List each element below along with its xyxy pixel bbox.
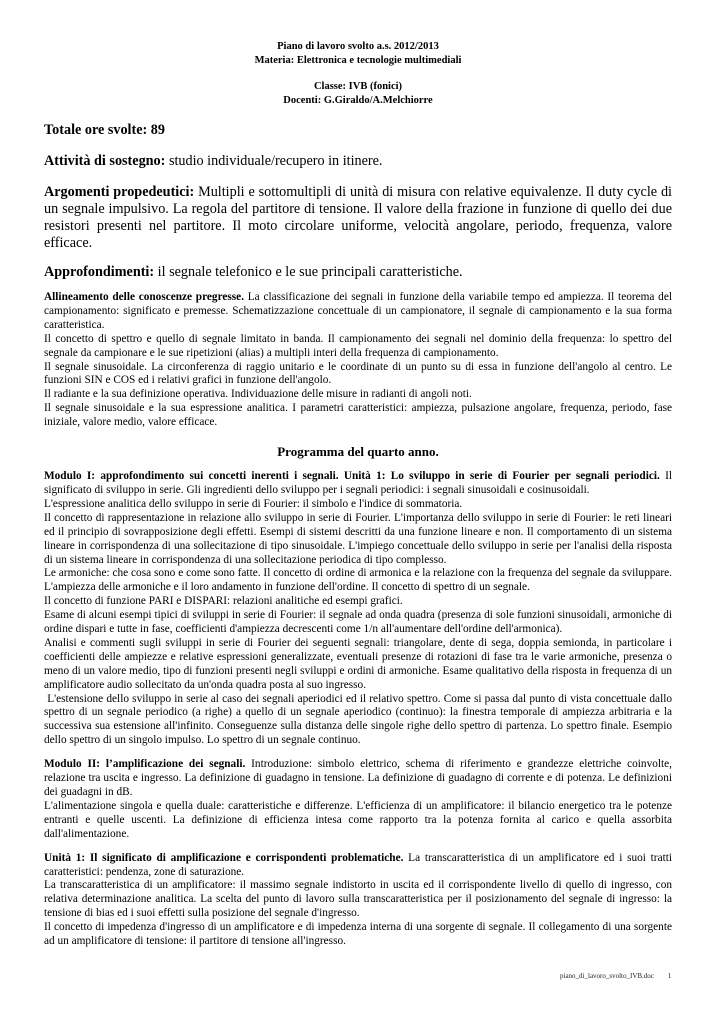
page-footer	[560, 972, 671, 980]
footer-filename: piano_di_lavoro_svolto_IVB.doc	[560, 972, 654, 980]
module1-intro: Modulo I: approfondimento sui concetti inerenti i segnali. Unità 1: Lo sviluppo in serie di Fourier per segnali periodici. Il significato di sviluppo in serie. Gli ingredienti dello sviluppo per i segnali periodici: i segnali sinusoidali e cosinusoidali.	[44, 470, 672, 496]
unit1-line: Il concetto di impedenza d'ingresso di un amplificatore e di impedenza interna di una sorgente di segnale. Il collegamento di una sorgente ad un amplificatore di tensione: il partitore di tensione all'ingresso.	[44, 921, 672, 948]
footer-page-number: 1	[667, 972, 672, 980]
unit1-intro: Unità 1: Il significato di amplificazione e corrispondenti problematiche. La transcaratteristica di un amplificatore ed i suoi tratti caratteristici: pendenza, zone di saturazione.	[44, 851, 673, 878]
module1-line: L'espressione analitica dello sviluppo in serie di Fourier: il simbolo e l'indice di sommatoria.	[44, 497, 463, 510]
unit1-line: La transcaratteristica di un amplificatore: il massimo segnale indistorto in uscita ed il corrispondente livello di quello di ingresso, con relativa determinazione analitica. La scelta del punto di lavoro sulla transcaratteristica per il posizionamento del segnale di ingresso: la tensione di bias ed i suoi effetti sulla posizione del segnale d'ingresso.	[44, 879, 672, 920]
module1-line: Esame di alcuni esempi tipici di sviluppi in serie di Fourier: il segnale ad onda quadra (presenza di sole funzioni sinusoidali, armoniche di ordine dispari e tutte in fase, coefficienti d'ampiezza decrescenti come 1/n all'aumentare dell'ordine dell'armonica).	[44, 609, 672, 636]
module1-line: L'estensione dello sviluppo in serie al caso dei segnali aperiodici ed il relativo spettro. Come si passa dal punto di vista concettuale dallo spettro di un segnale periodico (a righe) a quello di un segnale aperiodico (continuo): la finestra temporale di ampiezza arbitraria e la successiva sua estensione all'infinito. Conseguenze sulla distanza delle singole righe dello spettro di partenza. Lo spettro finale. Esempio dello spettro di un singolo impulso. Lo spettro di un segnale continuo.	[44, 692, 675, 747]
total-hours: Totale ore svolte: 89	[44, 122, 165, 138]
alignment-line: Il radiante e la sua definizione operativa. Individuazione delle misure in radianti di angoli noti.	[44, 388, 472, 401]
program-title: Programma del quarto anno.	[277, 444, 439, 460]
alignment-line: Il segnale sinusoidale e la sua espressione analitica. I parametri caratteristici: ampiezza, pulsazione angolare, frequenza, periodo, fase iniziale, valore medio, valore efficace.	[44, 402, 672, 429]
module2-intro: Modulo II: l’amplificazione dei segnali. Introduzione: simbolo elettrico, schema di riferimento e grandezze elettriche coinvolte, relazione tra uscita e ingresso. La definizione di guadagno in tensione. La definizione di guadagno di corrente e di potenza. Le definizioni dei guadagni in dB.	[44, 758, 672, 798]
header-subject: Materia: Elettronica e tecnologie multimediali	[254, 55, 462, 66]
header-class: Classe: IVB (fonici)	[313, 81, 403, 92]
module1-line: Le armoniche: che cosa sono e come sono fatte. Il concetto di ordine di armonica e la relazione con la frequenza del segnale da sviluppare. L'ampiezza delle armoniche e il loro andamento in funzione dell'ordine. Il concetto di spettro di un segnale.	[44, 567, 672, 594]
header-teachers: Docenti: G.Giraldo/A.Melchiorre	[283, 95, 433, 106]
module2-line: L'alimentazione singola e quella duale: caratteristiche e differenze. L'efficienza di un amplificatore: il bilancio energetico tra le potenze entranti e quelle uscenti. La definizione di efficienza intesa come rapporto tra la potenza fornita al carico e quella assorbita dall'alimentazione.	[44, 799, 672, 840]
header-school-year: Piano di lavoro svolto a.s. 2012/2013	[277, 41, 439, 52]
deepening-topics: Approfondimenti: il segnale telefonico e le sue principali caratteristiche.	[44, 264, 463, 280]
alignment-line: Il segnale sinusoidale. La circonferenza di raggio unitario e le coordinate di un punto su di essa in funzione dell'angolo al centro. Le funzioni SIN e COS ed i relativi grafici in funzione dell'angolo.	[44, 360, 672, 387]
alignment-line: Il concetto di spettro e quello di segnale limitato in banda. Il campionamento dei segnali nel dominio della frequenza: lo spettro del segnale da campionare e le sue ripetizioni (alias) a multipli interi della frequenza di campionamento.	[44, 332, 672, 359]
document-page	[44, 40, 675, 949]
alignment-paragraph: Allineamento delle conoscenze pregresse. La classificazione dei segnali in funzione della variabile tempo ed ampiezza. Il teorema del campionamento: significato e premesse. Schematizzazione concettuale di un campionatore, il segnale di campionamento e la sua forma caratteristica.	[44, 291, 672, 331]
module1-line: Analisi e commenti sugli sviluppi in serie di Fourier dei seguenti segnali: triangolare, dente di sega, doppia semionda, in particolare i coefficienti delle ampiezze e relative espressioni generalizzate, eventuali presenze di rotazioni di fase tra le varie armoniche, presenza o meno di un valore medio, tipo di funzioni presenti negli sviluppi e ordini di armoniche. Esame qualitativo della risposta in frequenza di un amplificatore audio sollecitato da un'onda quadra posta al suo ingresso.	[44, 636, 672, 691]
module1-line: Il concetto di rappresentazione in relazione allo sviluppo in serie di Fourier. L'importanza dello sviluppo in serie di Fourier: le reti lineari ed il principio di sovrapposizione degli effetti. Esempi di sistemi descritti da una funzione lineare e non. Il comportamento di un sistema lineare in corrispondenza di una sollecitazione di tipo sinusoidale. L'impiego concettuale dello sviluppo in serie per l'analisi della risposta di un sistema lineare in corrispondenza di una sollecitazione periodica di tipo complesso.	[44, 511, 672, 566]
prerequisite-topics: Argomenti propedeutici: Multipli e sottomultipli di unità di misura con relative equivalenze. Il duty cycle di un segnale impulsivo. La regola del partitore di tensione. Il valore della frazione in funzione di quello dei due resistori presenti nel partitore. Il moto circolare uniforme, velocità angolare, periodo, frequenza, valore efficace.	[44, 184, 672, 251]
module1-line: Il concetto di funzione PARI e DISPARI: relazioni analitiche ed esempi grafici.	[44, 595, 403, 608]
support-activities: Attività di sostegno: studio individuale/recupero in itinere.	[44, 153, 383, 169]
